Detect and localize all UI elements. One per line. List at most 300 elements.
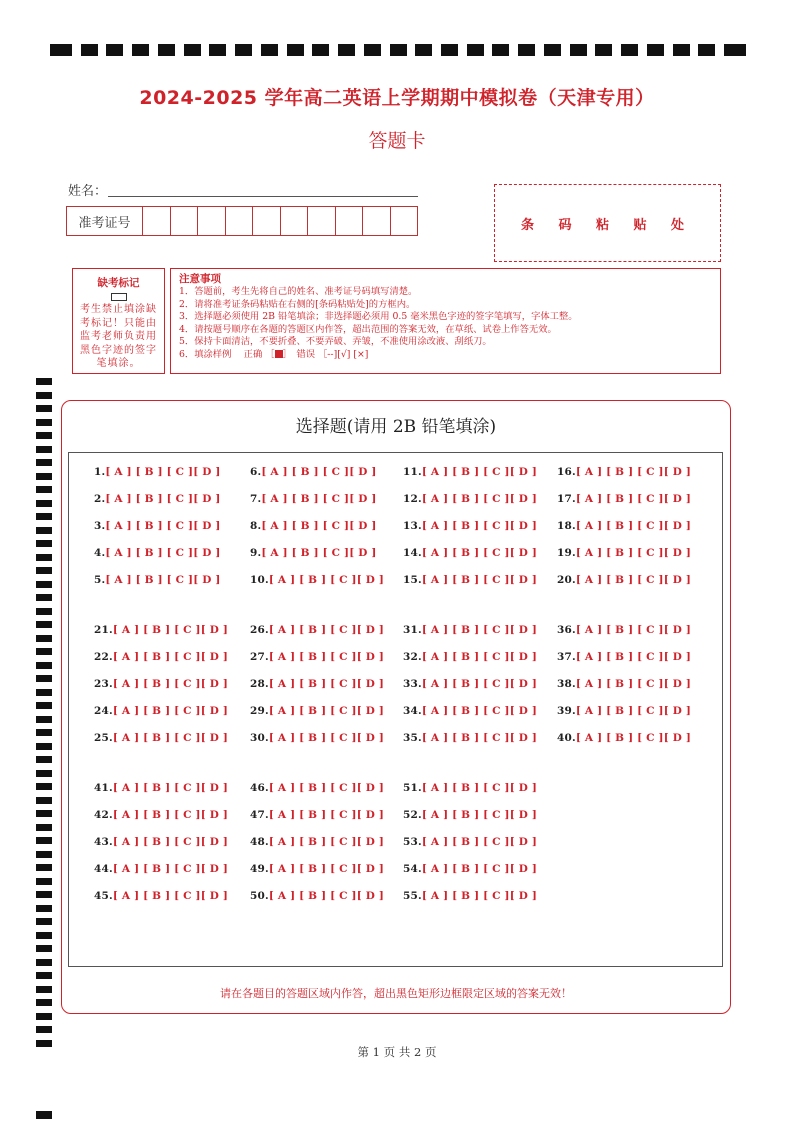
timing-mark: [209, 44, 226, 56]
timing-mark: [415, 44, 432, 56]
answer-options[interactable]: [ A ] [ B ] [ C ][ D ]: [268, 678, 385, 690]
question-number: 50: [250, 890, 266, 902]
question-item[interactable]: [250, 574, 384, 586]
question-number: 18: [557, 520, 573, 532]
question-item[interactable]: [94, 678, 228, 690]
answer-options[interactable]: [ A ] [ B ] [ C ][ D ]: [268, 574, 385, 586]
timing-mark: [36, 567, 52, 574]
question-number: 20: [557, 574, 573, 586]
timing-mark: [36, 905, 52, 912]
question-item[interactable]: [94, 520, 221, 532]
question-item[interactable]: [94, 809, 228, 821]
question-number: 30: [250, 732, 266, 744]
answer-options[interactable]: [ A ] [ B ] [ C ][ D ]: [105, 493, 221, 505]
absent-checkbox[interactable]: [111, 293, 127, 301]
question-item[interactable]: [557, 574, 691, 586]
answer-options[interactable]: [ A ] [ B ] [ C ][ D ]: [575, 520, 692, 532]
answer-options[interactable]: [ A ] [ B ] [ C ][ D ]: [268, 890, 385, 902]
answer-options[interactable]: [ A ] [ B ] [ C ][ D ]: [421, 732, 538, 744]
timing-mark: [36, 986, 52, 993]
question-number: 12: [403, 493, 419, 505]
timing-mark: [36, 392, 52, 399]
question-number-dot: .: [109, 863, 113, 875]
question-number: 53: [403, 836, 419, 848]
timing-mark: [338, 44, 355, 56]
question-number: 33: [403, 678, 419, 690]
timing-mark: [698, 44, 715, 56]
exam-id-grid: [66, 206, 418, 236]
timing-mark: [158, 44, 175, 56]
timing-mark: [36, 1013, 52, 1020]
fill-example-suffix: ］ 错误 ［--][√] [×]: [282, 348, 369, 360]
question-number-dot: .: [265, 836, 269, 848]
exam-id-cell[interactable]: [281, 207, 309, 235]
question-item[interactable]: [250, 782, 384, 794]
timing-mark: [36, 932, 52, 939]
question-item[interactable]: [403, 890, 537, 902]
notes-item: 5．保持卡面清洁，不要折叠、不要弄破、弄皱，不准使用涂改液、刮纸刀。: [179, 336, 492, 348]
exam-id-cell[interactable]: [226, 207, 254, 235]
answer-options[interactable]: [ A ] [ B ] [ C ][ D ]: [575, 624, 692, 636]
question-number: 31: [403, 624, 419, 636]
question-number-dot: .: [257, 520, 262, 532]
answer-options[interactable]: [ A ] [ B ] [ C ][ D ]: [261, 466, 377, 478]
question-number-dot: .: [572, 493, 576, 505]
answer-options[interactable]: [ A ] [ B ] [ C ][ D ]: [575, 678, 692, 690]
notes-item: 1．答题前，考生先将自己的姓名、准考证号码填写清楚。: [179, 286, 418, 297]
timing-mark: [36, 527, 52, 534]
question-number: 6: [250, 466, 258, 478]
question-number: 1: [94, 466, 102, 478]
answer-options[interactable]: [ A ] [ B ] [ C ][ D ]: [421, 705, 538, 717]
timing-mark: [724, 44, 746, 56]
exam-id-cell[interactable]: [391, 207, 418, 235]
question-item[interactable]: [403, 547, 537, 559]
answer-options[interactable]: [ A ] [ B ] [ C ][ D ]: [421, 466, 538, 478]
question-item[interactable]: [403, 863, 537, 875]
question-item[interactable]: [557, 466, 691, 478]
answer-options[interactable]: [ A ] [ B ] [ C ][ D ]: [112, 836, 229, 848]
timing-mark: [36, 756, 52, 763]
answer-options[interactable]: [ A ] [ B ] [ C ][ D ]: [268, 863, 385, 875]
question-item[interactable]: [94, 466, 221, 478]
timing-mark: [36, 378, 52, 385]
question-number-dot: .: [265, 705, 269, 717]
answer-options[interactable]: [ A ] [ B ] [ C ][ D ]: [575, 493, 692, 505]
timing-mark: [36, 594, 52, 601]
answer-options[interactable]: [ A ] [ B ] [ C ][ D ]: [268, 809, 385, 821]
timing-mark: [36, 851, 52, 858]
answer-options[interactable]: [ A ] [ B ] [ C ][ D ]: [575, 732, 692, 744]
timing-mark: [50, 44, 72, 56]
question-number-dot: .: [101, 466, 106, 478]
question-item[interactable]: [250, 732, 384, 744]
question-number: 4: [94, 547, 102, 559]
question-number-dot: .: [418, 782, 422, 794]
question-number-dot: .: [265, 574, 269, 586]
answer-options[interactable]: [ A ] [ B ] [ C ][ D ]: [421, 493, 538, 505]
question-number-dot: .: [418, 705, 422, 717]
question-number-dot: .: [109, 890, 113, 902]
answer-options[interactable]: [ A ] [ B ] [ C ][ D ]: [421, 520, 538, 532]
page-title: 2024-2025 学年高二英语上学期期中模拟卷（天津专用）: [139, 87, 655, 109]
answer-options[interactable]: [ A ] [ B ] [ C ][ D ]: [112, 890, 229, 902]
question-number: 17: [557, 493, 573, 505]
timing-mark: [235, 44, 252, 56]
question-item[interactable]: [403, 651, 537, 663]
question-number: 43: [94, 836, 110, 848]
timing-mark: [36, 824, 52, 831]
question-number: 10: [250, 574, 266, 586]
question-item[interactable]: [94, 836, 228, 848]
timing-mark: [36, 554, 52, 561]
answer-options[interactable]: [ A ] [ B ] [ C ][ D ]: [268, 624, 385, 636]
timing-mark: [106, 44, 123, 56]
question-number-dot: .: [418, 574, 422, 586]
question-number-dot: .: [418, 520, 422, 532]
answer-options[interactable]: [ A ] [ B ] [ C ][ D ]: [575, 547, 692, 559]
timing-mark: [36, 405, 52, 412]
question-item[interactable]: [250, 809, 384, 821]
answer-options[interactable]: [ A ] [ B ] [ C ][ D ]: [112, 624, 229, 636]
exam-id-cell[interactable]: [198, 207, 226, 235]
question-item[interactable]: [557, 651, 691, 663]
question-item[interactable]: [403, 836, 537, 848]
question-number: 37: [557, 651, 573, 663]
question-item[interactable]: [250, 547, 377, 559]
section-title: 选择题(请用 2B 铅笔填涂): [295, 417, 497, 437]
barcode-area: [494, 184, 721, 262]
question-number-dot: .: [109, 651, 113, 663]
answer-options[interactable]: [ A ] [ B ] [ C ][ D ]: [268, 836, 385, 848]
exam-id-cell[interactable]: [143, 207, 171, 235]
answer-options[interactable]: [ A ] [ B ] [ C ][ D ]: [421, 651, 538, 663]
question-item[interactable]: [403, 493, 537, 505]
answer-options[interactable]: [ A ] [ B ] [ C ][ D ]: [421, 782, 538, 794]
timing-mark: [441, 44, 458, 56]
absent-instructions: 考生禁止填涂缺考标记！只能由监考老师负责用黑色字迹的签字笔填涂。: [80, 304, 157, 369]
answer-options[interactable]: [ A ] [ B ] [ C ][ D ]: [421, 678, 538, 690]
answer-options[interactable]: [ A ] [ B ] [ C ][ D ]: [112, 678, 229, 690]
answer-options[interactable]: [ A ] [ B ] [ C ][ D ]: [421, 863, 538, 875]
answer-options[interactable]: [ A ] [ B ] [ C ][ D ]: [105, 520, 221, 532]
timing-mark: [36, 743, 52, 750]
answer-options[interactable]: [ A ] [ B ] [ C ][ D ]: [112, 651, 229, 663]
timing-mark: [261, 44, 278, 56]
timing-mark: [287, 44, 304, 56]
question-number: 48: [250, 836, 266, 848]
timing-mark: [36, 810, 52, 817]
question-number-dot: .: [418, 890, 422, 902]
answer-options[interactable]: [ A ] [ B ] [ C ][ D ]: [261, 547, 377, 559]
question-item[interactable]: [403, 574, 537, 586]
answer-options[interactable]: [ A ] [ B ] [ C ][ D ]: [105, 574, 221, 586]
notes-title: 注意事项: [179, 273, 221, 285]
question-number: 55: [403, 890, 419, 902]
question-number: 9: [250, 547, 258, 559]
question-number-dot: .: [265, 782, 269, 794]
question-number: 46: [250, 782, 266, 794]
timing-mark: [518, 44, 535, 56]
question-number-dot: .: [265, 624, 269, 636]
question-number-dot: .: [572, 574, 576, 586]
timing-mark: [36, 432, 52, 439]
timing-mark: [390, 44, 407, 56]
question-number-dot: .: [109, 836, 113, 848]
question-item[interactable]: [557, 624, 691, 636]
question-item[interactable]: [94, 782, 228, 794]
question-number: 13: [403, 520, 419, 532]
answer-options[interactable]: [ A ] [ B ] [ C ][ D ]: [575, 466, 692, 478]
answer-options[interactable]: [ A ] [ B ] [ C ][ D ]: [421, 836, 538, 848]
question-number-dot: .: [257, 466, 262, 478]
question-number: 7: [250, 493, 258, 505]
timing-mark: [312, 44, 329, 56]
question-number: 54: [403, 863, 419, 875]
timing-mark: [36, 891, 52, 898]
exam-id-cell[interactable]: [253, 207, 281, 235]
timing-mark: [36, 689, 52, 696]
page-subtitle: 答题卡: [368, 130, 426, 152]
question-number: 19: [557, 547, 573, 559]
question-number: 28: [250, 678, 266, 690]
question-item[interactable]: [557, 678, 691, 690]
question-number: 40: [557, 732, 573, 744]
question-item[interactable]: [403, 624, 537, 636]
question-number: 25: [94, 732, 110, 744]
question-item[interactable]: [94, 863, 228, 875]
timing-mark: [36, 662, 52, 669]
timing-mark: [36, 486, 52, 493]
answer-options[interactable]: [ A ] [ B ] [ C ][ D ]: [575, 574, 692, 586]
question-number-dot: .: [257, 547, 262, 559]
question-item[interactable]: [94, 547, 221, 559]
answer-options[interactable]: [ A ] [ B ] [ C ][ D ]: [268, 651, 385, 663]
timing-mark: [544, 44, 561, 56]
question-number: 36: [557, 624, 573, 636]
answer-options[interactable]: [ A ] [ B ] [ C ][ D ]: [112, 863, 229, 875]
question-item[interactable]: [250, 520, 377, 532]
question-number-dot: .: [265, 732, 269, 744]
question-number: 41: [94, 782, 110, 794]
question-number-dot: .: [418, 732, 422, 744]
question-number: 44: [94, 863, 110, 875]
left-timing-marks: [36, 378, 52, 1123]
question-number: 35: [403, 732, 419, 744]
question-item[interactable]: [557, 493, 691, 505]
timing-mark: [36, 635, 52, 642]
question-item[interactable]: [250, 890, 384, 902]
question-number-dot: .: [572, 705, 576, 717]
question-item[interactable]: [94, 890, 228, 902]
question-number: 14: [403, 547, 419, 559]
question-item[interactable]: [403, 782, 537, 794]
question-number-dot: .: [265, 890, 269, 902]
timing-mark: [36, 783, 52, 790]
timing-mark: [36, 945, 52, 952]
timing-mark: [36, 729, 52, 736]
question-number-dot: .: [101, 493, 106, 505]
name-label: 姓名：: [68, 184, 108, 199]
timing-mark: [36, 473, 52, 480]
question-number-dot: .: [265, 651, 269, 663]
question-item[interactable]: [94, 493, 221, 505]
timing-mark: [36, 419, 52, 426]
timing-mark: [36, 446, 52, 453]
question-item[interactable]: [250, 836, 384, 848]
answer-options[interactable]: [ A ] [ B ] [ C ][ D ]: [421, 890, 538, 902]
question-number: 8: [250, 520, 258, 532]
question-number-dot: .: [265, 863, 269, 875]
answer-options[interactable]: [ A ] [ B ] [ C ][ D ]: [261, 493, 377, 505]
exam-id-cell[interactable]: [171, 207, 199, 235]
question-number: 38: [557, 678, 573, 690]
answer-options[interactable]: [ A ] [ B ] [ C ][ D ]: [421, 809, 538, 821]
question-number: 34: [403, 705, 419, 717]
filled-box-icon: [275, 350, 283, 358]
question-number: 45: [94, 890, 110, 902]
answer-options[interactable]: [ A ] [ B ] [ C ][ D ]: [268, 705, 385, 717]
answer-options[interactable]: [ A ] [ B ] [ C ][ D ]: [261, 520, 377, 532]
question-number-dot: .: [109, 705, 113, 717]
question-number: 11: [403, 466, 419, 478]
question-number-dot: .: [101, 520, 106, 532]
barcode-label: 条 码 粘 贴 处: [520, 217, 695, 233]
question-number: 51: [403, 782, 419, 794]
question-number: 29: [250, 705, 266, 717]
question-item[interactable]: [250, 651, 384, 663]
timing-mark: [36, 999, 52, 1006]
exam-id-cell[interactable]: [336, 207, 364, 235]
timing-mark: [647, 44, 664, 56]
timing-mark: [36, 864, 52, 871]
answer-options[interactable]: [ A ] [ B ] [ C ][ D ]: [105, 466, 221, 478]
question-number-dot: .: [572, 651, 576, 663]
answer-options[interactable]: [ A ] [ B ] [ C ][ D ]: [421, 624, 538, 636]
question-item[interactable]: [250, 678, 384, 690]
question-number-dot: .: [572, 732, 576, 744]
question-number-dot: .: [109, 809, 113, 821]
exam-id-cell[interactable]: [363, 207, 391, 235]
name-field[interactable]: [108, 196, 418, 197]
question-item[interactable]: [94, 651, 228, 663]
question-number-dot: .: [418, 809, 422, 821]
question-number-dot: .: [418, 624, 422, 636]
answer-options[interactable]: [ A ] [ B ] [ C ][ D ]: [268, 732, 385, 744]
answer-options[interactable]: [ A ] [ B ] [ C ][ D ]: [575, 651, 692, 663]
timing-mark: [81, 44, 98, 56]
question-number-dot: .: [109, 782, 113, 794]
question-item[interactable]: [94, 732, 228, 744]
answer-options[interactable]: [ A ] [ B ] [ C ][ D ]: [268, 782, 385, 794]
timing-mark: [36, 702, 52, 709]
answer-options[interactable]: [ A ] [ B ] [ C ][ D ]: [421, 547, 538, 559]
question-item[interactable]: [403, 705, 537, 717]
panel-note: 请在各题目的答题区域内作答，超出黑色矩形边框限定区域的答案无效！: [220, 987, 572, 1000]
timing-mark: [36, 513, 52, 520]
question-number-dot: .: [418, 651, 422, 663]
exam-id-cell[interactable]: [308, 207, 336, 235]
question-number: 42: [94, 809, 110, 821]
timing-mark: [36, 581, 52, 588]
timing-mark: [36, 540, 52, 547]
question-number-dot: .: [418, 678, 422, 690]
question-number: 16: [557, 466, 573, 478]
timing-mark: [36, 1111, 52, 1119]
question-number-dot: .: [109, 732, 113, 744]
question-item[interactable]: [557, 520, 691, 532]
absent-title: 缺考标记: [97, 277, 140, 289]
question-number: 3: [94, 520, 102, 532]
notes-item: 2．请将准考证条码粘贴在右侧的[条码粘贴处]的方框内。: [179, 298, 416, 310]
question-item[interactable]: [250, 493, 377, 505]
page-number: 第 1 页 共 2 页: [357, 1045, 437, 1059]
question-number: 2: [94, 493, 102, 505]
timing-mark: [621, 44, 638, 56]
question-number: 21: [94, 624, 110, 636]
question-number: 24: [94, 705, 110, 717]
question-number-dot: .: [572, 520, 576, 532]
question-number-dot: .: [101, 547, 106, 559]
question-number-dot: .: [418, 466, 422, 478]
question-item[interactable]: [403, 520, 537, 532]
timing-mark: [492, 44, 509, 56]
question-item[interactable]: [403, 732, 537, 744]
answer-options[interactable]: [ A ] [ B ] [ C ][ D ]: [421, 574, 538, 586]
question-item[interactable]: [557, 705, 691, 717]
question-number-dot: .: [109, 624, 113, 636]
question-item[interactable]: [403, 678, 537, 690]
answer-options[interactable]: [ A ] [ B ] [ C ][ D ]: [112, 705, 229, 717]
answer-options[interactable]: [ A ] [ B ] [ C ][ D ]: [105, 547, 221, 559]
timing-mark: [36, 648, 52, 655]
question-number-dot: .: [101, 574, 106, 586]
question-number: 22: [94, 651, 110, 663]
timing-mark: [36, 500, 52, 507]
question-number-dot: .: [418, 863, 422, 875]
notes-item: 3．选择题必须使用 2B 铅笔填涂；非选择题必须用 0.5 毫米黑色字迹的签字笔填写，字体工整。: [179, 311, 578, 323]
question-item[interactable]: [250, 863, 384, 875]
question-item[interactable]: [403, 466, 537, 478]
question-number: 15: [403, 574, 419, 586]
question-item[interactable]: [250, 624, 384, 636]
question-item[interactable]: [250, 705, 384, 717]
timing-mark: [36, 918, 52, 925]
question-item[interactable]: [94, 705, 228, 717]
answer-options[interactable]: [ A ] [ B ] [ C ][ D ]: [112, 782, 229, 794]
answer-options[interactable]: [ A ] [ B ] [ C ][ D ]: [112, 732, 229, 744]
timing-mark: [132, 44, 149, 56]
question-item[interactable]: [94, 624, 228, 636]
question-number-dot: .: [572, 624, 576, 636]
question-item[interactable]: [557, 547, 691, 559]
question-number-dot: .: [572, 547, 576, 559]
question-item[interactable]: [250, 466, 377, 478]
answer-options[interactable]: [ A ] [ B ] [ C ][ D ]: [112, 809, 229, 821]
question-number-dot: .: [572, 466, 576, 478]
timing-mark: [364, 44, 381, 56]
question-number: 47: [250, 809, 266, 821]
answer-options[interactable]: [ A ] [ B ] [ C ][ D ]: [575, 705, 692, 717]
question-item[interactable]: [94, 574, 221, 586]
fill-example-prefix: 6．填涂样例 正确 ［: [179, 348, 275, 360]
question-item[interactable]: [403, 809, 537, 821]
timing-mark: [36, 770, 52, 777]
question-number-dot: .: [418, 493, 422, 505]
notes-item: 4．请按题号顺序在各题的答题区内作答，超出范围的答案无效，在草纸、试卷上作答无效。: [179, 323, 557, 335]
timing-mark: [36, 459, 52, 466]
question-item[interactable]: [557, 732, 691, 744]
